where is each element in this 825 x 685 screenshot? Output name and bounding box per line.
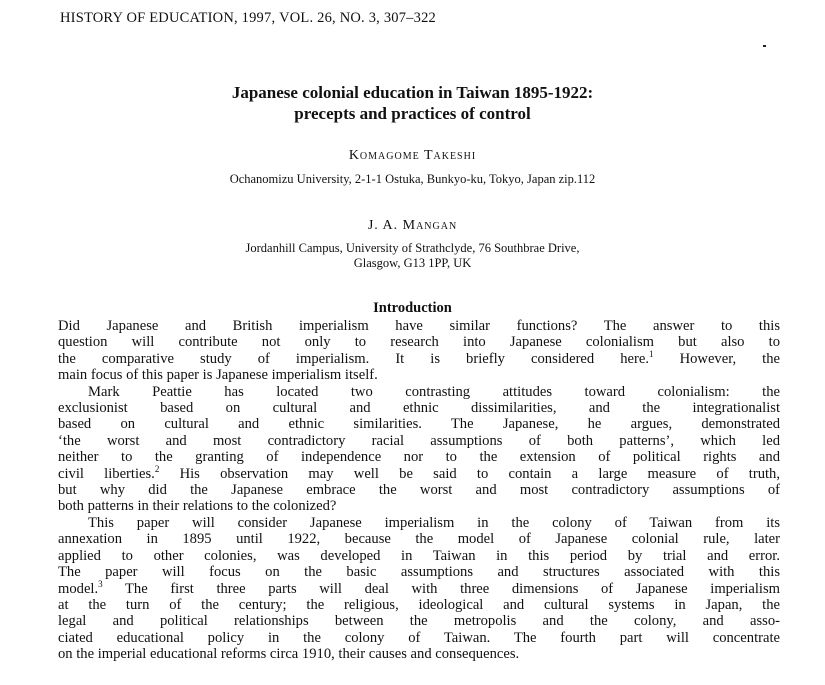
paper-title-line-2: precepts and practices of control	[294, 104, 531, 123]
author-affiliation-2-line-2: Glasgow, G13 1PP, UK	[353, 256, 472, 270]
body-line	[58, 384, 780, 400]
volume-number: 26,	[317, 10, 336, 26]
body-line	[58, 548, 780, 564]
body-line	[58, 367, 780, 383]
page-range: 307–322	[383, 10, 436, 26]
author-name-2: J. A. Mangan	[367, 218, 458, 233]
body-line-text: civil liberties.	[58, 465, 155, 482]
journal-name: HISTORY OF EDUCATION,	[60, 10, 238, 26]
volume-label: VOL.	[279, 10, 314, 26]
body-line	[58, 400, 780, 416]
body-line	[58, 498, 780, 514]
author-affiliation-2-line-1: Jordanhill Campus, University of Strathclyde, 76 Southbrae Drive,	[245, 241, 580, 255]
body-line-text: exclusionist based on cultural and ethnic dissimilarities, and the integrationalist	[58, 400, 780, 417]
body-line-text: main focus of this paper is Japanese imperialism itself.	[58, 367, 378, 384]
body-line-text: but why did the Japanese embrace the worst and most contradictory assumptions of	[58, 482, 780, 499]
body-line-text: legal and political relationships between the metropolis and the colony, and asso-	[58, 613, 780, 630]
body-line-text: neither to the granting of independence nor to the extension of political rights and	[58, 449, 780, 466]
body-line-text: on the imperial educational reforms circa 1910, their causes and consequences.	[58, 646, 520, 663]
body-line-text: The paper will focus on the basic assumptions and structures associated with this	[58, 564, 780, 581]
body-line	[58, 646, 780, 662]
body-line	[58, 597, 780, 613]
paper-title-line-1: Japanese colonial education in Taiwan 1895-1922:	[231, 83, 594, 102]
body-line-text: both patterns in their relations to the colonized?	[58, 498, 337, 515]
body-line	[58, 531, 780, 547]
running-head	[60, 10, 436, 27]
body-line	[58, 334, 780, 350]
body-line-text: applied to other colonies, was developed in Taiwan in this period by trial and error.	[58, 547, 780, 564]
body-line	[58, 433, 780, 449]
body-line-text: ‘the worst and most contradictory racial assumptions of both patterns’, which led	[58, 432, 780, 449]
body-line	[58, 515, 780, 531]
body-line-text: This paper will consider Japanese imperialism in the colony of Taiwan from its	[88, 514, 780, 531]
body-line-text: at the turn of the century; the religious, ideological and cultural systems in Japan, the	[58, 596, 780, 613]
section-heading: Introduction	[373, 300, 452, 316]
footnote-ref: 3	[98, 578, 103, 589]
body-line	[58, 463, 781, 482]
body-line-text: the comparative study of imperialism. It is briefly considered here.	[58, 350, 650, 367]
footnote-ref: 2	[154, 463, 160, 474]
footnote-ref: 1	[649, 348, 654, 359]
body-text	[58, 318, 780, 663]
body-line-text: question will contribute not only to research into Japanese colonialism but also to	[58, 334, 780, 351]
body-line	[58, 613, 780, 629]
body-line-text: Did Japanese and British imperialism have similar functions? The answer to this	[58, 318, 780, 334]
body-line-text: Mark Peattie has located two contrasting attitudes toward colonialism: the	[88, 383, 780, 400]
issue-number: 3,	[368, 10, 380, 26]
author-affiliation-1: Ochanomizu University, 2-1-1 Ostuka, Bunkyo-ku, Tokyo, Japan zip.112	[229, 172, 596, 186]
body-line-text: model.	[58, 580, 99, 597]
scan-speck	[763, 45, 766, 47]
body-line	[58, 348, 781, 367]
body-line	[58, 449, 780, 465]
body-line-text: annexation in 1895 until 1922, because the model of Japanese colonial rule, later	[58, 531, 780, 548]
body-line-text-tail: His observation may well be said to contain a large measure of truth,	[159, 465, 781, 482]
body-line-text: based on cultural and ethnic similarities. The Japanese, he argues, demonstrated	[58, 416, 780, 433]
body-line	[58, 416, 780, 432]
issue-label: NO.	[339, 10, 365, 26]
body-line-text-tail: However, the	[653, 350, 781, 367]
body-line-text-tail: The first three parts will deal with three dimensions of Japanese imperialism	[102, 580, 780, 597]
journal-year: 1997,	[241, 10, 276, 26]
body-line	[58, 630, 780, 646]
body-line	[58, 578, 780, 597]
body-line	[58, 482, 780, 498]
body-line	[58, 564, 780, 580]
body-line	[58, 318, 780, 334]
body-line-text: ciated educational policy in the colony of Taiwan. The fourth part will concentrate	[58, 629, 780, 646]
author-name-1: Komagome Takeshi	[348, 148, 477, 163]
